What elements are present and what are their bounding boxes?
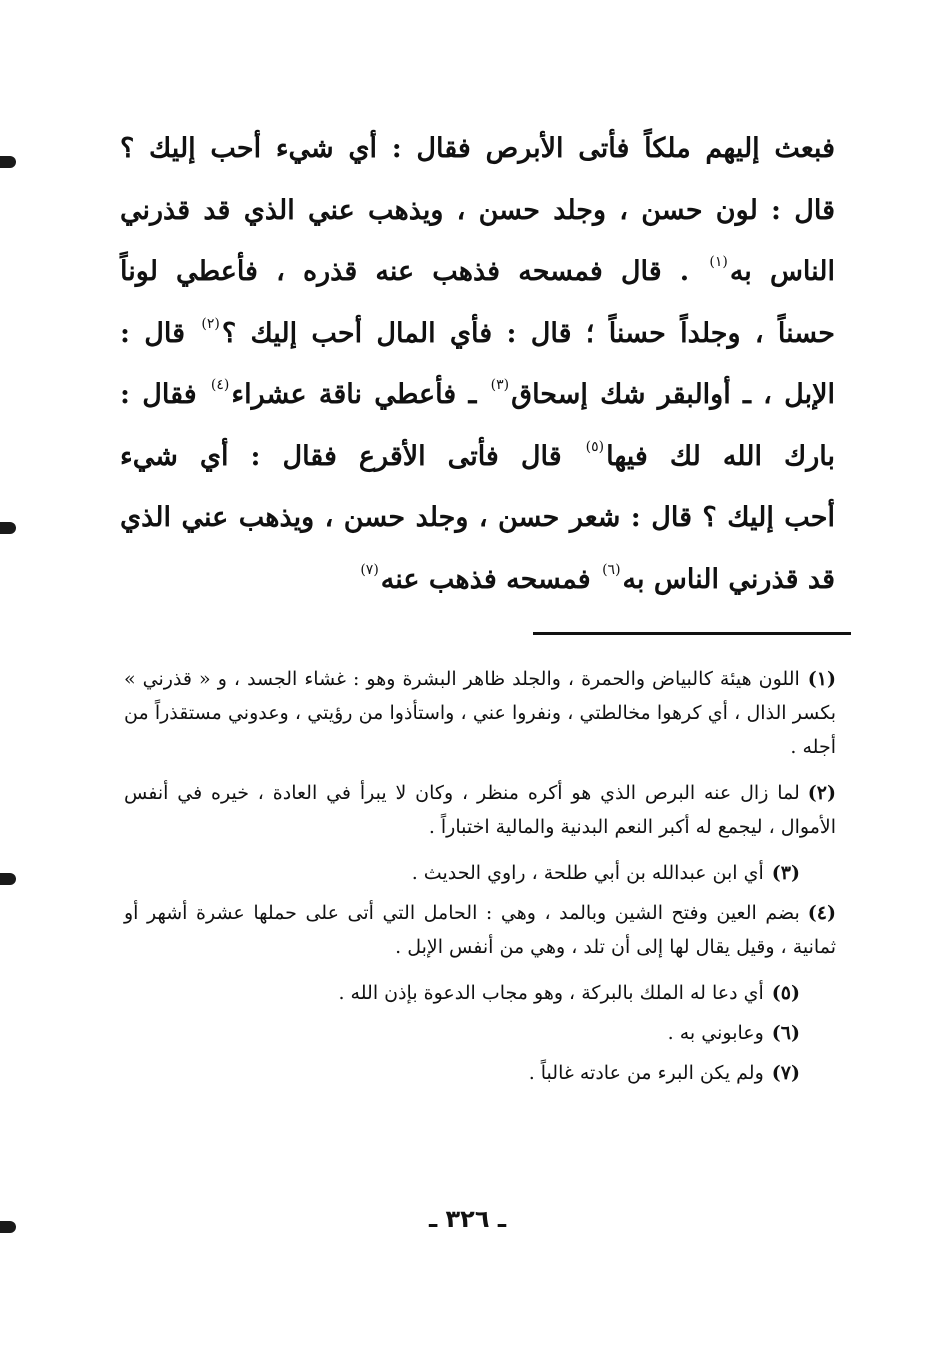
- footnote-number: (٤): [807, 902, 836, 924]
- footnote-text: أي دعا له الملك بالبركة ، وهو مجاب الدعوة بإذن الله .: [338, 982, 764, 1004]
- footnote-separator: [533, 632, 851, 635]
- binding-mark: [0, 156, 16, 168]
- footnote: [124, 856, 800, 890]
- text-line: [120, 364, 835, 426]
- text-line: فبعث إليهم ملكاً فأتى الأبرص فقال : أي شيء أحب إليك ؟: [120, 133, 835, 164]
- footnote-number: (٦): [771, 1022, 800, 1044]
- footnote: [124, 1016, 800, 1050]
- footnote-text: لما زال عنه البرص الذي هو أكره منظر ، وكان لا يبرأ في العادة ، خيره في أنفس الأموال ، ليجمع له أكبر النعم البدنية والمالية اختباراً .: [124, 782, 836, 838]
- text-line: [120, 241, 835, 303]
- text-segment: ـ فأعطي ناقة عشراء: [231, 379, 477, 410]
- text-line: [120, 303, 835, 365]
- footnote-ref: (٤): [210, 377, 230, 393]
- footnote-text: بضم العين وفتح الشين وبالمد ، وهي : الحامل التي أتى على حملها عشرة أشهر أو ثمانية ، وقيل يقال لها إلى أن تلد ، وهي من أنفس الإبل .: [124, 902, 836, 958]
- footnote-number: (١): [807, 668, 836, 690]
- footnote: [124, 1056, 800, 1090]
- footnote: [124, 976, 800, 1010]
- footnote: [124, 896, 836, 964]
- text-segment: الإبل ، ـ أوالبقر شك إسحاق: [511, 379, 835, 410]
- text-line: [120, 549, 835, 611]
- text-segment: بارك الله لك فيها: [606, 440, 836, 472]
- footnote-ref: (٧): [360, 561, 379, 578]
- text-segment: فمسحه فذهب عنه: [380, 563, 591, 595]
- footnote-number: (٢): [807, 782, 836, 804]
- text-segment: قد قذرني الناس به: [622, 563, 835, 595]
- text-segment: . قال فمسحه فذهب عنه قذره ، فأعطي لوناً: [120, 256, 690, 287]
- binding-mark: [0, 873, 16, 885]
- text-segment: الناس به: [729, 256, 836, 287]
- footnote-ref: (٥): [585, 438, 605, 455]
- text-line: أحب إليك ؟ قال : شعر حسن ، وجلد حسن ، ويذهب عني الذي: [120, 502, 835, 533]
- text-segment: فقال :: [120, 379, 197, 410]
- footnote-text: ولم يكن البرء من عادته غالباً .: [528, 1062, 764, 1084]
- footnote-number: (٥): [771, 982, 800, 1004]
- text-segment: قال :: [120, 317, 186, 349]
- footnote-ref: (١): [709, 254, 728, 270]
- text-segment: حسناً ، وجلداً حسناً ؛ قال : فأي المال أحب إليك ؟: [221, 317, 835, 349]
- footnote-text: أي ابن عبدالله بن أبي طلحة ، راوي الحديث .: [411, 862, 764, 884]
- footnote-number: (٣): [771, 862, 800, 884]
- footnote-number: (٧): [771, 1062, 800, 1084]
- footnote-text: اللون هيئة كالبياض والحمرة ، والجلد ظاهر البشرة وهو : غشاء الجسد ، و « قذرني » بكسر الذال ، أي كرهوا مخالطتي ، ونفروا عني ، واستأذوا من رؤيتي ، وعدوني مستقذراً من أجله .: [124, 668, 836, 758]
- text-segment: قال فأتى الأقرع فقال : أي شيء: [120, 440, 562, 472]
- footnote-text: وعابوني به .: [667, 1022, 764, 1044]
- footnote: [124, 662, 836, 764]
- binding-mark: [0, 522, 16, 534]
- footnote-ref: (٣): [490, 377, 510, 393]
- main-text: [120, 118, 835, 610]
- footnotes: [124, 662, 836, 1096]
- page-number: ـ ٣٢٦ ـ: [428, 1205, 507, 1233]
- footnote-ref: (٢): [201, 315, 220, 332]
- text-line: قال : لون حسن ، وجلد حسن ، ويذهب عني الذي قد قذرني: [120, 194, 835, 226]
- text-line: [120, 426, 835, 488]
- footnote-ref: (٦): [602, 561, 621, 578]
- footnote: [124, 776, 836, 844]
